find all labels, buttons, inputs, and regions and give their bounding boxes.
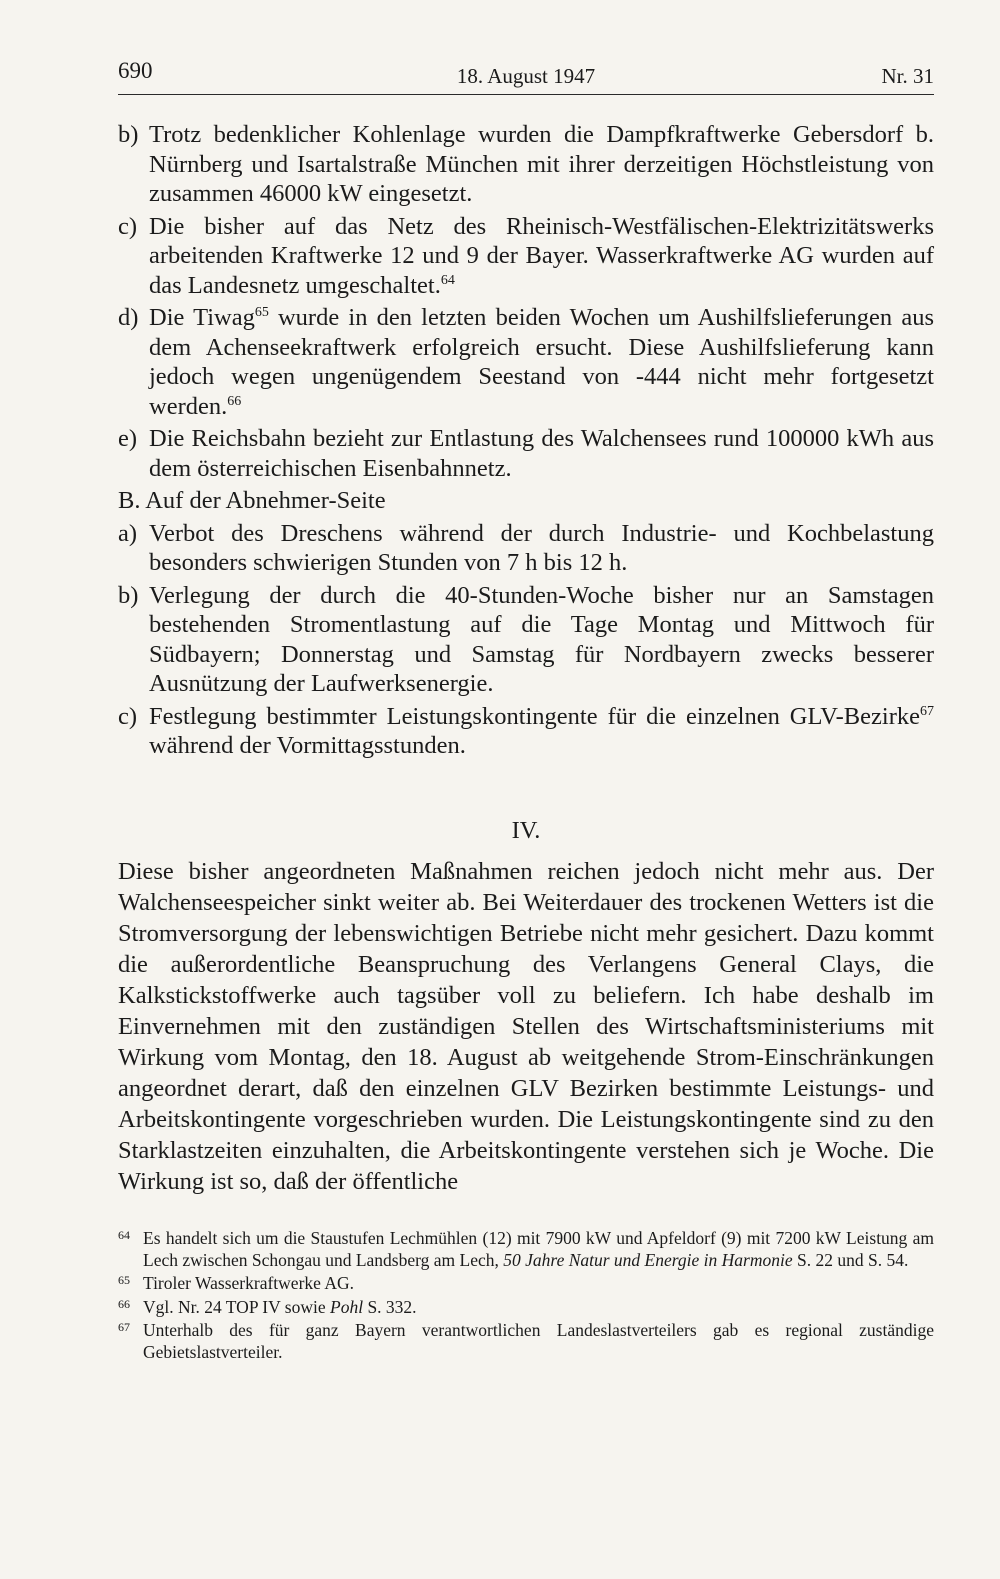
item-marker: b) xyxy=(118,121,139,148)
item-marker: c) xyxy=(118,212,138,240)
footnote-number: 64 xyxy=(118,1228,130,1242)
list-item xyxy=(118,424,934,483)
footnote-number: 65 xyxy=(118,1273,130,1287)
section-heading: IV. xyxy=(511,817,541,844)
footnote-title: 50 Jahre Natur und Energie in Harmonie xyxy=(503,1249,793,1270)
item-marker: d) xyxy=(118,304,139,331)
footnote-ref: 66 xyxy=(227,393,242,409)
item-text: Die bisher auf das Netz des Rheinisch-Westfälischen-Elektrizitätswerks arbeitenden Kraftwerke 12 und 9 der Bayer. Wasserkraftwerke AG wurden auf das Landesnetz umgeschaltet. xyxy=(149,212,934,299)
header-issue: Nr. 31 xyxy=(881,64,934,88)
header-date: 18. August 1947 xyxy=(456,64,596,88)
list-item xyxy=(118,702,934,761)
footnote-ref: 64 xyxy=(440,272,455,288)
footnote-text: Vgl. Nr. 24 TOP IV sowie xyxy=(143,1296,331,1317)
footnote-text: S. 332. xyxy=(363,1296,417,1317)
item-marker: c) xyxy=(118,702,138,730)
item-text: Trotz bedenklicher Kohlenlage wurden die Dampfkraftwerke Gebersdorf b. Nürnberg und Isartalstraße München mit ihrer derzeitigen Höchstleistung von zusammen 46000 kW eingesetzt. xyxy=(149,121,934,207)
running-header xyxy=(118,54,934,95)
item-text: Festlegung bestimmter Leistungskontingente für die einzelnen GLV-Bezirke xyxy=(149,702,920,730)
footnote-author: Pohl xyxy=(330,1296,364,1317)
list-item xyxy=(118,303,934,421)
footnote-ref: 65 xyxy=(254,304,269,320)
footnote-text: Es handelt sich um die Staustufen Lechmühlen (12) mit 7900 kW und Apfeldorf (9) mit 7200 kW Leistung am Lech zwischen Schongau und Landsberg am Lech, xyxy=(143,1228,934,1270)
footnotes xyxy=(118,1228,934,1365)
list-item xyxy=(118,212,934,301)
footnote xyxy=(118,1297,934,1319)
footnote-number: 67 xyxy=(118,1320,130,1334)
list-item xyxy=(118,581,934,699)
footnote xyxy=(118,1228,934,1271)
item-text: Die Tiwag xyxy=(149,304,255,331)
footnote-text: Tiroler Wasserkraftwerke AG. xyxy=(143,1273,354,1293)
item-marker: b) xyxy=(118,581,139,609)
item-text: Verlegung der durch die 40-Stunden-Woche bisher nur an Samstagen bestehenden Stromentlastung auf die Tage Montag und Mittwoch für Südbayern; Donnerstag und Samstag für Nordbayern zwecks besserer Ausnützung der Laufwerksenergie. xyxy=(149,581,934,697)
footnote-text: Unterhalb des für ganz Bayern verantwortlichen Landeslastverteilers gab es regional zuständige Gebietslastverteiler. xyxy=(143,1320,934,1362)
item-text: während der Vormittagsstunden. xyxy=(149,732,466,759)
footnote xyxy=(118,1320,934,1363)
page-number: 690 xyxy=(118,58,153,83)
footnote xyxy=(118,1273,934,1295)
subheading-text: B. Auf der Abnehmer-Seite xyxy=(118,487,386,514)
footnote-text: S. 22 und S. 54. xyxy=(792,1249,909,1270)
item-text: wurde in den letzten beiden Wochen um Aushilfslieferungen aus dem Achenseekraftwerk erfolgreich ersucht. Diese Aushilfslieferung kann jedoch wegen ungenügendem Seestand von -444 nicht mehr fortgesetzt werden. xyxy=(149,304,934,420)
item-text: Verbot des Dreschens während der durch Industrie- und Kochbelastung besonders schwierigen Stunden von 7 h bis 12 h. xyxy=(149,519,934,576)
list-item xyxy=(118,519,934,578)
list-item xyxy=(118,120,934,209)
item-marker: e) xyxy=(118,425,138,452)
footnote-ref: 67 xyxy=(920,703,934,719)
item-marker: a) xyxy=(118,519,138,547)
body-paragraph: Diese bisher angeordneten Maßnahmen reichen jedoch nicht mehr aus. Der Walchenseespeicher sinkt weiter ab. Bei Weiterdauer des trockenen Wetters ist die Stromversorgung der lebenswichtigen Betriebe nicht mehr gesichert. Dazu kommt die außerordentliche Beanspruchung des Verlangens General Clays, die Kalkstickstoffwerke auch tagsüber voll zu beliefern. Ich habe deshalb im Einvernehmen mit den zuständigen Stellen des Wirtschaftsministeriums mit Wirkung vom Montag, den 18. August ab weitgehende Strom-Einschränkungen angeordnet derart, daß den einzelnen GLV Bezirken bestimmte Leistungs- und Arbeitskontingente vorgeschrieben wurden. Die Leistungskontingente sind zu den Starklastzeiten einzuhalten, die Arbeitskontingente verstehen sich je Woche. Die Wirkung ist so, daß der öffentliche xyxy=(118,858,934,1195)
list-subheading xyxy=(118,486,934,516)
item-text: Die Reichsbahn bezieht zur Entlastung des Walchensees rund 100000 kWh aus dem österreichischen Eisenbahnnetz. xyxy=(149,425,934,482)
measures-list xyxy=(118,120,934,764)
footnote-number: 66 xyxy=(118,1296,130,1311)
